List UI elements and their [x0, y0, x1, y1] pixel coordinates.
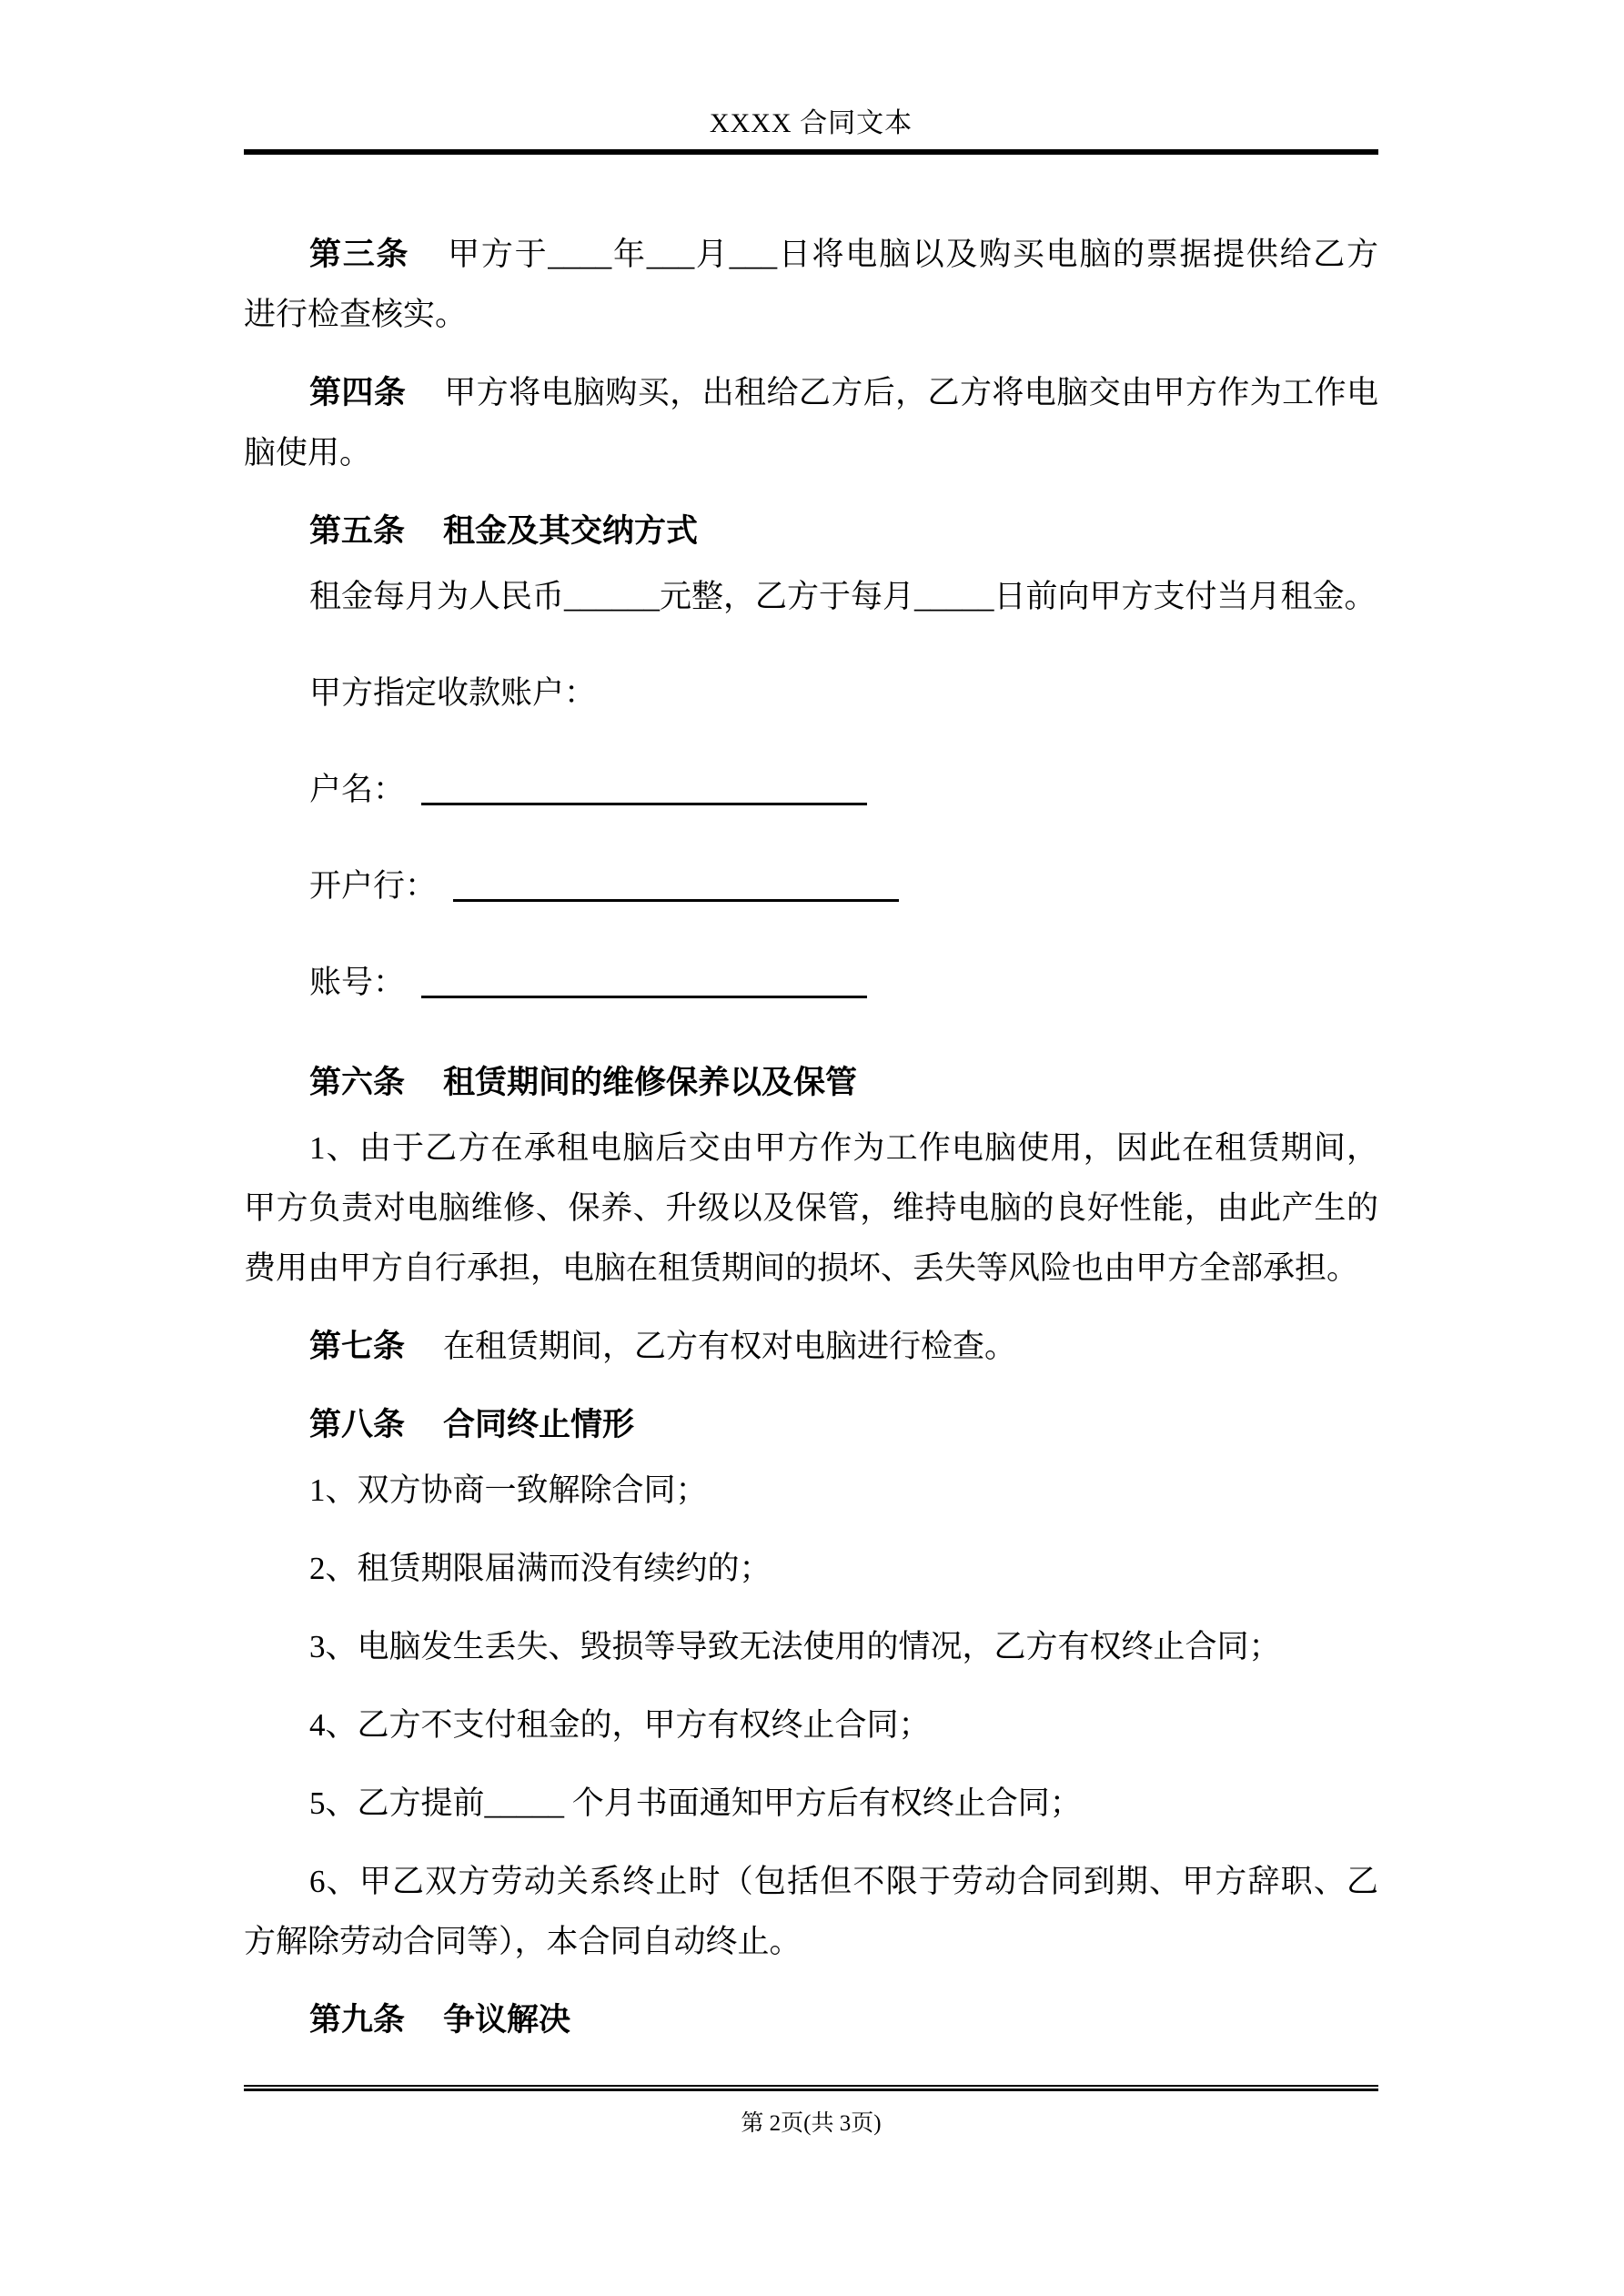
- clause-block: [244, 225, 1378, 345]
- page-header: [0, 0, 1624, 155]
- heading-title: 租赁期间的维修保养以及保管: [443, 1065, 858, 1100]
- doc-line: [244, 953, 1378, 1013]
- page-number: 第 2页(共 3页): [741, 2111, 882, 2136]
- doc-line: 4、乙方不支付租金的，甲方有权终止合同；: [309, 1707, 931, 1743]
- doc-line: 费用由甲方自行承担，电脑在租赁期间的损坏、丢失等风险也由甲方全部承担。: [244, 1250, 1359, 1286]
- clause-label: 第五条: [309, 513, 406, 549]
- doc-line: 脑使用。: [244, 435, 372, 470]
- text-block: [244, 1461, 1378, 1521]
- doc-line: [244, 856, 1378, 916]
- doc-line: [244, 225, 1378, 285]
- clause-text: 在租赁期间，乙方有权对电脑进行检查。: [443, 1329, 1017, 1364]
- doc-line: [244, 760, 1378, 820]
- doc-line: 1、双方协商一致解除合同；: [309, 1472, 708, 1508]
- clause-block: [244, 363, 1378, 483]
- text-block: [244, 1617, 1378, 1677]
- doc-line: 进行检查核实。: [244, 297, 468, 332]
- doc-line: [244, 1053, 1378, 1113]
- doc-line: [244, 1395, 1378, 1455]
- doc-line: [244, 363, 1378, 423]
- doc-line: 3、电脑发生丢失、毁损等导致无法使用的情况，乙方有权终止合同；: [309, 1629, 1281, 1664]
- fill-in-line: [421, 963, 867, 998]
- heading-title: 争议解决: [443, 2002, 571, 2038]
- field-label: 甲方指定收款账户：: [309, 675, 597, 711]
- field-block: [244, 760, 1378, 820]
- clause-label: 第八条: [309, 1407, 406, 1442]
- clause-label: 第六条: [309, 1065, 406, 1100]
- header-rule: [244, 149, 1378, 155]
- field-label: 开户行：: [309, 868, 438, 904]
- heading-title: 租金及其交纳方式: [443, 513, 699, 549]
- clause-block: [244, 1317, 1378, 1377]
- heading-block: [244, 1053, 1378, 1113]
- field-block: [244, 953, 1378, 1013]
- clause-text: 甲方将电脑购买，出租给乙方后，乙方将电脑交由甲方作为工作电: [444, 375, 1378, 410]
- document-body: [0, 225, 1624, 2050]
- footer-rule: [244, 2085, 1378, 2091]
- doc-line: 租金每月为人民币______元整，乙方于每月_____日前向甲方支付当月租金。: [309, 579, 1377, 614]
- doc-line: [244, 1990, 1378, 2050]
- field-label: 户名：: [309, 772, 406, 807]
- page-header-title: XXXX 合同文本: [709, 108, 913, 138]
- clause-label: 第三条: [309, 237, 410, 272]
- doc-line: [244, 663, 1378, 723]
- page-footer: [244, 2085, 1378, 2139]
- doc-line: 方解除劳动合同等），本合同自动终止。: [244, 1924, 802, 1959]
- clause-block: [244, 1118, 1378, 1299]
- heading-title: 合同终止情形: [443, 1407, 635, 1442]
- fill-in-line: [453, 866, 899, 902]
- text-block: [244, 567, 1378, 627]
- clause-text: 甲方于____年___月___日将电脑以及购买电脑的票据提供给乙方: [448, 237, 1378, 272]
- doc-line: [244, 501, 1378, 561]
- doc-line: 6、甲乙双方劳动关系终止时（包括但不限于劳动合同到期、甲方辞职、乙: [309, 1864, 1378, 1899]
- heading-block: [244, 1395, 1378, 1455]
- doc-line: 2、租赁期限届满而没有续约的；: [309, 1551, 772, 1586]
- heading-block: [244, 501, 1378, 561]
- doc-line: [244, 1317, 1378, 1377]
- text-block: [244, 1774, 1378, 1834]
- field-block: [244, 663, 1378, 723]
- heading-block: [244, 1990, 1378, 2050]
- doc-line: 1、由于乙方在承租电脑后交由甲方作为工作电脑使用，因此在租赁期间，: [309, 1130, 1378, 1166]
- doc-line: 5、乙方提前_____ 个月书面通知甲方后有权终止合同；: [309, 1785, 1082, 1821]
- text-block: [244, 1695, 1378, 1755]
- fill-in-line: [421, 770, 867, 805]
- field-label: 账号：: [309, 965, 406, 1000]
- doc-line: 甲方负责对电脑维修、保养、升级以及保管，维持电脑的良好性能，由此产生的: [244, 1190, 1378, 1226]
- field-block: [244, 856, 1378, 916]
- clause-block: [244, 1852, 1378, 1972]
- text-block: [244, 1539, 1378, 1599]
- clause-label: 第九条: [309, 2002, 406, 2038]
- clause-label: 第七条: [309, 1329, 406, 1364]
- clause-label: 第四条: [309, 375, 407, 410]
